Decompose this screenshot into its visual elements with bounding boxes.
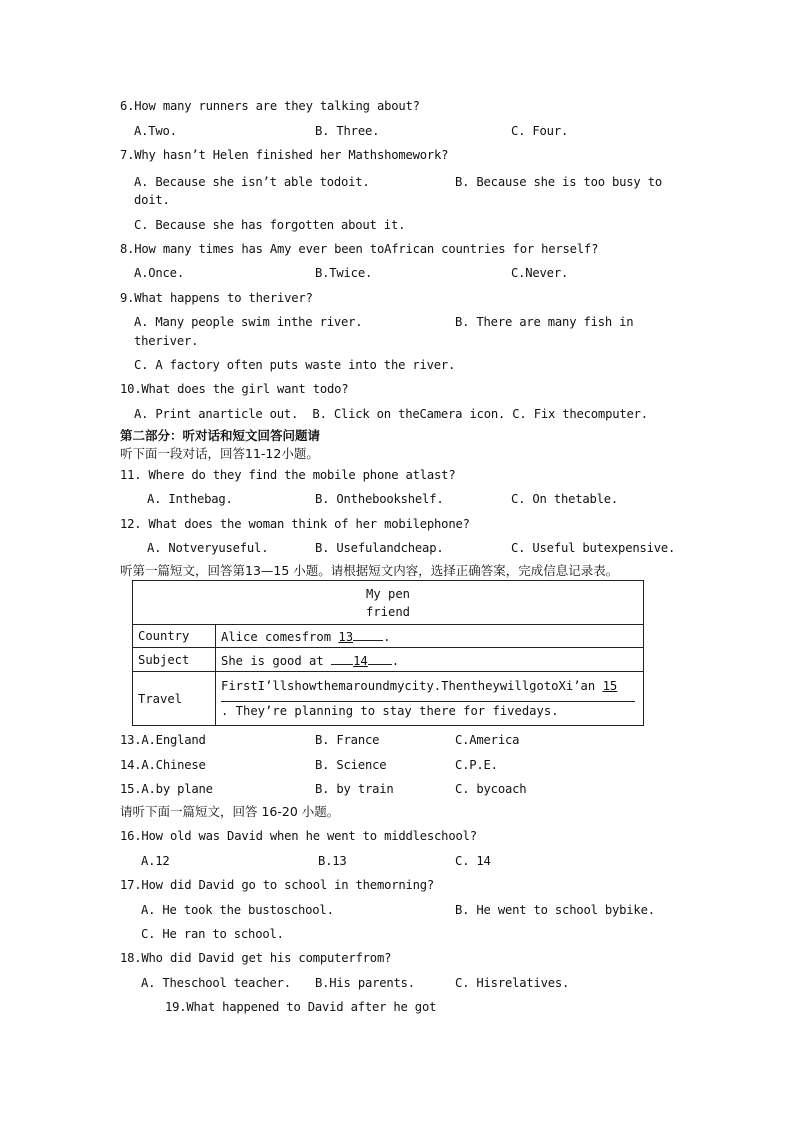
q9-option-a: A. Many people swim inthe river. (134, 315, 363, 329)
q9-option-b-continued: theriver. (134, 334, 199, 348)
q12-option-c: C. Useful butexpensive. (511, 541, 676, 555)
q11-stem: 11. Where do they find the mobile phone atlast? (120, 468, 456, 482)
q14-option-b: B. Science (315, 758, 387, 772)
blank-15: 15 (602, 679, 618, 693)
row-text-country: Alice comesfrom (221, 630, 339, 644)
table-row-travel (133, 672, 644, 726)
q16-stem: 16.How old was David when he went to middleschool? (120, 829, 477, 843)
q16-option-c: C. 14 (455, 854, 491, 868)
blank-line-14 (368, 652, 392, 665)
q13-option-c: C.America (455, 733, 520, 747)
q7-option-b: B. Because she is too busy to (455, 175, 662, 189)
row-value-subject (216, 648, 644, 672)
q6-stem: 6.How many runners are they talking about? (120, 99, 420, 113)
q11-option-c: C. On thetable. (511, 492, 619, 506)
q15-option-b: B. by train (315, 782, 394, 796)
table-title-line2: friend (365, 604, 411, 619)
q7-option-b-continued: doit. (134, 193, 170, 207)
q6-option-a: A.Two. (134, 124, 177, 138)
q15-option-c: C. bycoach (455, 782, 527, 796)
q19-stem: 19.What happened to David after he got (165, 1000, 437, 1014)
q12-option-a: A. Notveryuseful. (147, 541, 269, 555)
q6-option-b: B. Three. (315, 124, 380, 138)
blank-14: 14 (353, 653, 368, 668)
row-value-country (216, 625, 644, 648)
blank-line-14-pre (331, 652, 353, 665)
info-record-table (132, 580, 644, 726)
q12-stem: 12. What does the woman think of her mobilephone? (120, 517, 470, 531)
table-title (133, 581, 644, 625)
q7-stem: 7.Why hasn’t Helen finished her Mathshomework? (120, 148, 449, 162)
q16-option-b: B.13 (318, 854, 347, 868)
table-row-country (133, 625, 644, 648)
q18-option-c: C. Hisrelatives. (455, 976, 570, 990)
blank-line-13 (353, 628, 383, 641)
q10-stem: 10.What does the girl want todo? (120, 382, 349, 396)
q8-stem: 8.How many times has Amy ever been toAfrican countries for herself? (120, 242, 599, 256)
table-title-line1: My pen (365, 586, 411, 601)
q18-option-a: A. Theschool teacher. (141, 976, 291, 990)
q14-option-c: C.P.E. (455, 758, 498, 772)
q7-option-a: A. Because she isn’t able todoit. (134, 175, 370, 189)
q7-option-c: C. Because she has forgotten about it. (134, 218, 406, 232)
q9-option-b: B. There are many fish in (455, 315, 634, 329)
row-text-travel-line2: . They’re planning to stay there for fivedays. (221, 704, 559, 718)
part2-intro: 听下面一段对话，回答11-12小题。 (120, 446, 319, 461)
q8-option-a: A.Once. (134, 266, 184, 280)
blank-13: 13 (338, 630, 354, 644)
row-text-travel: FirstI’llshowthemaroundmycity.ThentheywillgotoXi’an (221, 679, 603, 693)
q16-option-a: A.12 (141, 854, 170, 868)
q17-option-a: A. He took the bustoschool. (141, 903, 334, 917)
q17-stem: 17.How did David go to school in themorning? (120, 878, 435, 892)
q10-options: A. Print anarticle out. B. Click on theCamera icon. C. Fix thecomputer. (134, 407, 648, 421)
q13-option-b: B. France (315, 733, 380, 747)
q13-option-a: 13.A.England (120, 733, 206, 747)
table-row-subject (133, 648, 644, 672)
row-label-country: Country (133, 625, 216, 648)
q9-stem: 9.What happens to theriver? (120, 291, 313, 305)
row-label-travel: Travel (133, 672, 216, 726)
q11-option-a: A. Inthebag. (147, 492, 233, 506)
q18-stem: 18.Who did David get his computerfrom? (120, 951, 392, 965)
row-text-subject: She is good at (221, 653, 332, 668)
row-value-travel (216, 672, 644, 726)
part3-intro: 请听下面一篇短文，回答 16-20 小题。 (120, 804, 340, 819)
q15-option-a: 15.A.by plane (120, 782, 213, 796)
row-label-subject: Subject (133, 648, 216, 672)
q6-option-c: C. Four. (511, 124, 569, 138)
row-end-country: . (383, 630, 391, 644)
part2-intro-2: 听第一篇短文，回答第13—15 小题。请根据短文内容，选择正确答案，完成信息记录表。 (120, 563, 619, 578)
q9-option-c: C. A factory often puts waste into the river. (134, 358, 456, 372)
blank-line-15 (221, 695, 635, 702)
q18-option-b: B.His parents. (315, 976, 415, 990)
q17-option-b: B. He went to school bybike. (455, 903, 655, 917)
part2-heading: 第二部分：听对话和短文回答问题请 (120, 428, 321, 443)
q14-option-a: 14.A.Chinese (120, 758, 206, 772)
q8-option-b: B.Twice. (315, 266, 373, 280)
q8-option-c: C.Never. (511, 266, 569, 280)
q12-option-b: B. Usefulandcheap. (315, 541, 444, 555)
q11-option-b: B. Onthebookshelf. (315, 492, 444, 506)
q17-option-c: C. He ran to school. (141, 927, 284, 941)
row-end-subject: . (391, 653, 400, 668)
